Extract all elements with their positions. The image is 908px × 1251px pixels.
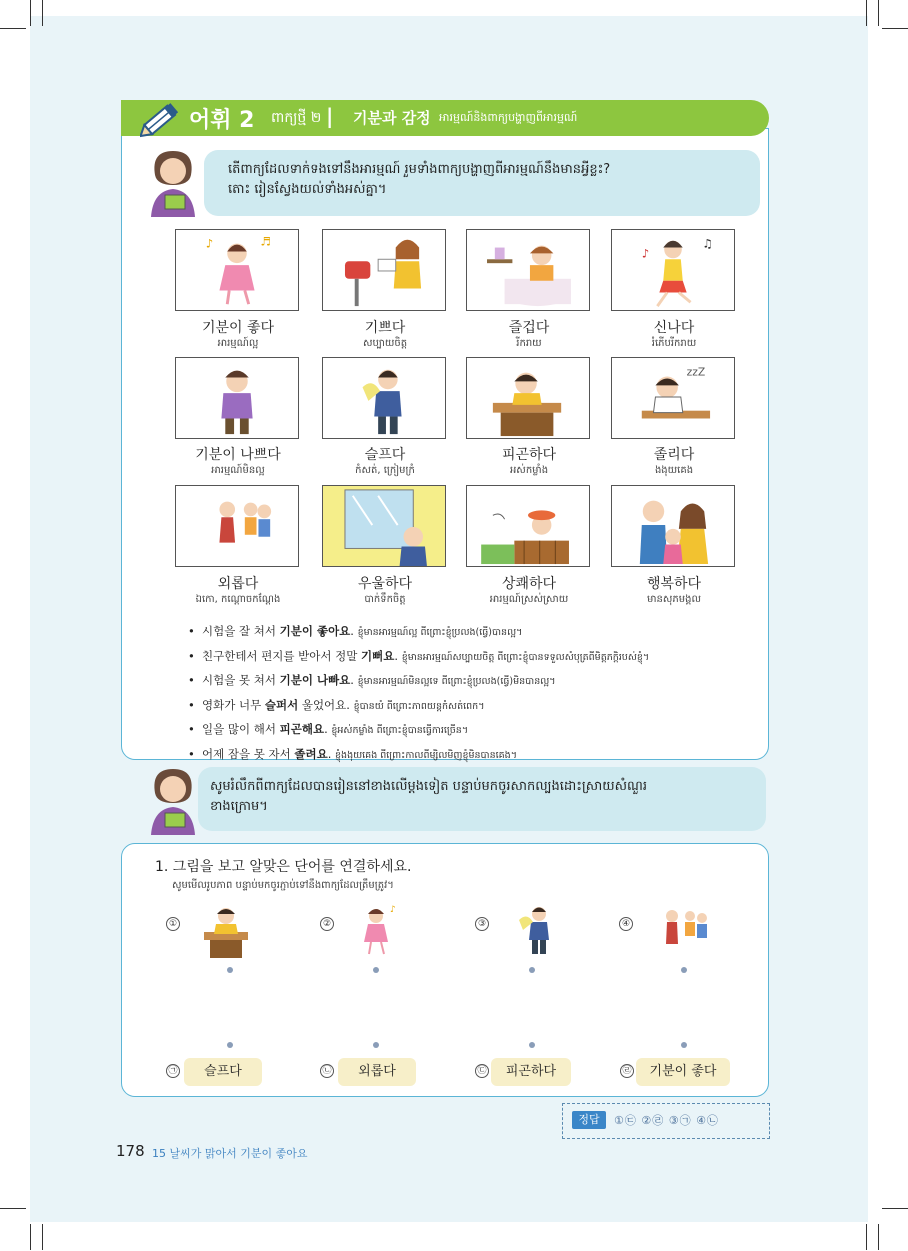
vocab-word-2-kh: សប្បាយចិត្ត <box>362 338 408 349</box>
exercise-picture-tired <box>200 900 260 960</box>
answer-label: 정답 <box>572 1111 606 1129</box>
vocab-word-9-kh: ឯកោ, កណ្ដោចកណ្ដែង <box>195 594 281 605</box>
pencil-icon <box>140 96 184 140</box>
svg-text:♫: ♫ <box>702 236 713 251</box>
sentence-item: • 시험을 잘 쳐서 기분이 좋아요. ខ្ញុំមានអារម្មណ៍ល្អ ពីព្រោះខ្ញុំប្រលង(ធ្វើ)បានល្អ។ <box>188 620 758 645</box>
exercise-picture-lonely <box>654 900 714 960</box>
vocab-word-7-kh: អស់កម្លាំង <box>509 465 549 476</box>
crop-mark <box>0 28 26 29</box>
vocab-image-bad-mood <box>175 357 299 439</box>
teacher-icon <box>143 145 203 217</box>
vocab-word-5-kh: អារម្មណ៍មិនល្អ <box>211 465 265 476</box>
vocab-word-6-kh: កំសត់, ក្រៀមក្រំ <box>355 465 415 476</box>
vocab-word-11-kh: អារម្មណ៍ស្រស់ស្រាយ <box>489 594 569 605</box>
svg-text:zzZ: zzZ <box>686 365 706 379</box>
vocab-image-happy <box>322 229 446 311</box>
item-number-1: ① <box>166 917 180 931</box>
vocab-word-12: 행복하다 <box>646 576 702 592</box>
item-number-2: ② <box>320 917 334 931</box>
sentence-item: • 어제 잠을 못 자서 졸려요. ខ្ញុំងងុយគេង ពីព្រោះកាលពីម្សិលមិញខ្ញុំមិនបានគេង។ <box>188 743 758 768</box>
crop-mark <box>878 0 879 26</box>
vocab-word-11: 상쾌하다 <box>501 576 557 592</box>
intro-line-1: តើពាក្យដែលទាក់ទងទៅនឹងអារម្មណ៍ រួមទាំងពាក្យបង្ហាញពីអារម្មណ៍នឹងមានអ្វីខ្លះ? <box>228 162 611 177</box>
teacher-icon <box>143 763 203 835</box>
match-dot-top[interactable] <box>373 967 379 973</box>
vocab-image-sad <box>322 357 446 439</box>
match-dot-bottom[interactable] <box>227 1042 233 1048</box>
vocab-word-4: 신나다 <box>653 320 695 336</box>
exercise-picture-sad <box>505 900 565 960</box>
vocab-word-6: 슬프다 <box>364 447 406 463</box>
chapter-title: 15 날씨가 맑아서 기분이 좋아요 <box>152 1147 308 1160</box>
page-number: 178 <box>116 1142 145 1160</box>
review-bubble <box>198 767 766 831</box>
crop-mark <box>42 1224 43 1250</box>
exercise-title: 1. 그림을 보고 알맞은 단어를 연결하세요. <box>155 859 412 875</box>
vocab-word-10: 우울하다 <box>357 576 413 592</box>
choice-mark-1: ㉠ <box>166 1064 180 1078</box>
svg-text:♪: ♪ <box>205 236 214 251</box>
vocab-word-3: 즐겁다 <box>508 320 550 336</box>
sentence-item: • 친구한테서 편지를 받아서 정말 기뻐요. ខ្ញុំមានអារម្មណ៍សប្បាយចិត្ត ពីព្រោះខ្ញុំបានទទួលសំបុត្រពីមិត្តភក្តិរបស់ខ្ញុំ។ <box>188 645 758 670</box>
sentence-item: • 일을 많이 해서 피곤해요. ខ្ញុំអស់កម្លាំង ពីព្រោះខ្ញុំបានធ្វើការច្រើន។ <box>188 718 758 743</box>
vocab-image-sleepy <box>611 357 735 439</box>
crop-mark <box>30 1224 31 1250</box>
example-sentences <box>188 620 758 767</box>
vocab-word-12-kh: មានសុភមង្គល <box>647 594 701 605</box>
choice-word-2[interactable]: 외롭다 <box>338 1058 416 1086</box>
match-dot-top[interactable] <box>681 967 687 973</box>
item-number-4: ④ <box>619 917 633 931</box>
exercise-picture-good-mood <box>346 900 406 960</box>
choice-word-3[interactable]: 피곤하다 <box>491 1058 571 1086</box>
item-number-3: ③ <box>475 917 489 931</box>
crop-mark <box>0 1208 26 1209</box>
choice-word-1[interactable]: 슬프다 <box>184 1058 262 1086</box>
vocab-word-8: 졸리다 <box>653 447 695 463</box>
choice-word-4[interactable]: 기분이 좋다 <box>636 1058 730 1086</box>
svg-text:♪: ♪ <box>641 246 650 261</box>
vocab-image-good-mood <box>175 229 299 311</box>
review-line-2: ខាងក្រោម។ <box>210 799 268 814</box>
vocab-image-happy-family <box>611 485 735 567</box>
vocab-word-10-kh: បាក់ទឹកចិត្ត <box>364 594 406 605</box>
choice-mark-2: ㉡ <box>320 1064 334 1078</box>
crop-mark <box>42 0 43 26</box>
lesson-title-kh: ពាក្យថ្មី ២ <box>271 110 322 126</box>
match-dot-top[interactable] <box>227 967 233 973</box>
vocab-image-enjoyable <box>466 229 590 311</box>
answer-text: ①㉢ ②㉣ ③㉠ ④㉡ <box>614 1114 719 1127</box>
vocab-image-tired <box>466 357 590 439</box>
match-dot-bottom[interactable] <box>373 1042 379 1048</box>
vocab-word-2: 기쁘다 <box>364 320 406 336</box>
vocab-word-1-kh: អារម្មណ៍ល្អ <box>217 338 259 349</box>
crop-mark <box>866 0 867 26</box>
match-dot-bottom[interactable] <box>681 1042 687 1048</box>
vocab-image-refreshed <box>466 485 590 567</box>
vocab-word-4-kh: រំភើបរីករាយ <box>651 338 697 349</box>
vocab-word-7: 피곤하다 <box>501 447 557 463</box>
sentence-item: • 시험을 못 쳐서 기분이 나빠요. ខ្ញុំមានអារម្មណ៍មិនល្អទេ ពីព្រោះខ្ញុំប្រលង(ធ្វើ)មិនបានល្អ។ <box>188 669 758 694</box>
vocab-word-1: 기분이 좋다 <box>201 320 275 336</box>
sentence-item: • 영화가 너무 슬퍼서 울었어요. ខ្ញុំបានយំ ពីព្រោះភាពយន្តកំសត់ពេក។ <box>188 694 758 719</box>
choice-mark-3: ㉢ <box>475 1064 489 1078</box>
lesson-header <box>121 100 769 136</box>
crop-mark <box>30 0 31 26</box>
vocab-word-5: 기분이 나쁘다 <box>195 447 281 463</box>
lesson-title: 어휘 2 <box>189 108 255 133</box>
topic-title: 기분과 감정 <box>353 109 431 127</box>
exercise-subtitle: សូមមើលរូបភាព បន្ទាប់មកចូរភ្ជាប់ទៅនឹងពាក្យដែលត្រឹមត្រូវ។ <box>172 880 394 891</box>
header-separator: | <box>326 104 334 128</box>
svg-text:♪: ♪ <box>390 905 396 915</box>
svg-text:♬: ♬ <box>260 234 271 249</box>
crop-mark <box>878 1224 879 1250</box>
match-dot-bottom[interactable] <box>529 1042 535 1048</box>
vocab-word-9: 외롭다 <box>217 576 259 592</box>
match-dot-top[interactable] <box>529 967 535 973</box>
choice-mark-4: ㉣ <box>620 1064 634 1078</box>
intro-line-2: តោះ រៀនស្វែងយល់ទាំងអស់គ្នា។ <box>228 182 387 197</box>
crop-mark <box>866 1224 867 1250</box>
crop-mark <box>882 1208 908 1209</box>
topic-title-kh: អារម្មណ៍និងពាក្យបង្ហាញពីអារម្មណ៍ <box>439 111 578 124</box>
vocab-word-3-kh: រីករាយ <box>516 338 542 349</box>
vocab-word-8-kh: ងងុយគេង <box>654 465 694 476</box>
review-line-1: សូមរំលឹកពីពាក្យដែលបានរៀននៅខាងលើម្ដងទៀត បន្ទាប់មកចូរសាកល្បងដោះស្រាយសំណួរ <box>210 779 648 794</box>
crop-mark <box>882 28 908 29</box>
vocab-image-excited <box>611 229 735 311</box>
vocab-image-lonely <box>175 485 299 567</box>
intro-bubble <box>204 150 760 216</box>
vocab-image-depressed <box>322 485 446 567</box>
